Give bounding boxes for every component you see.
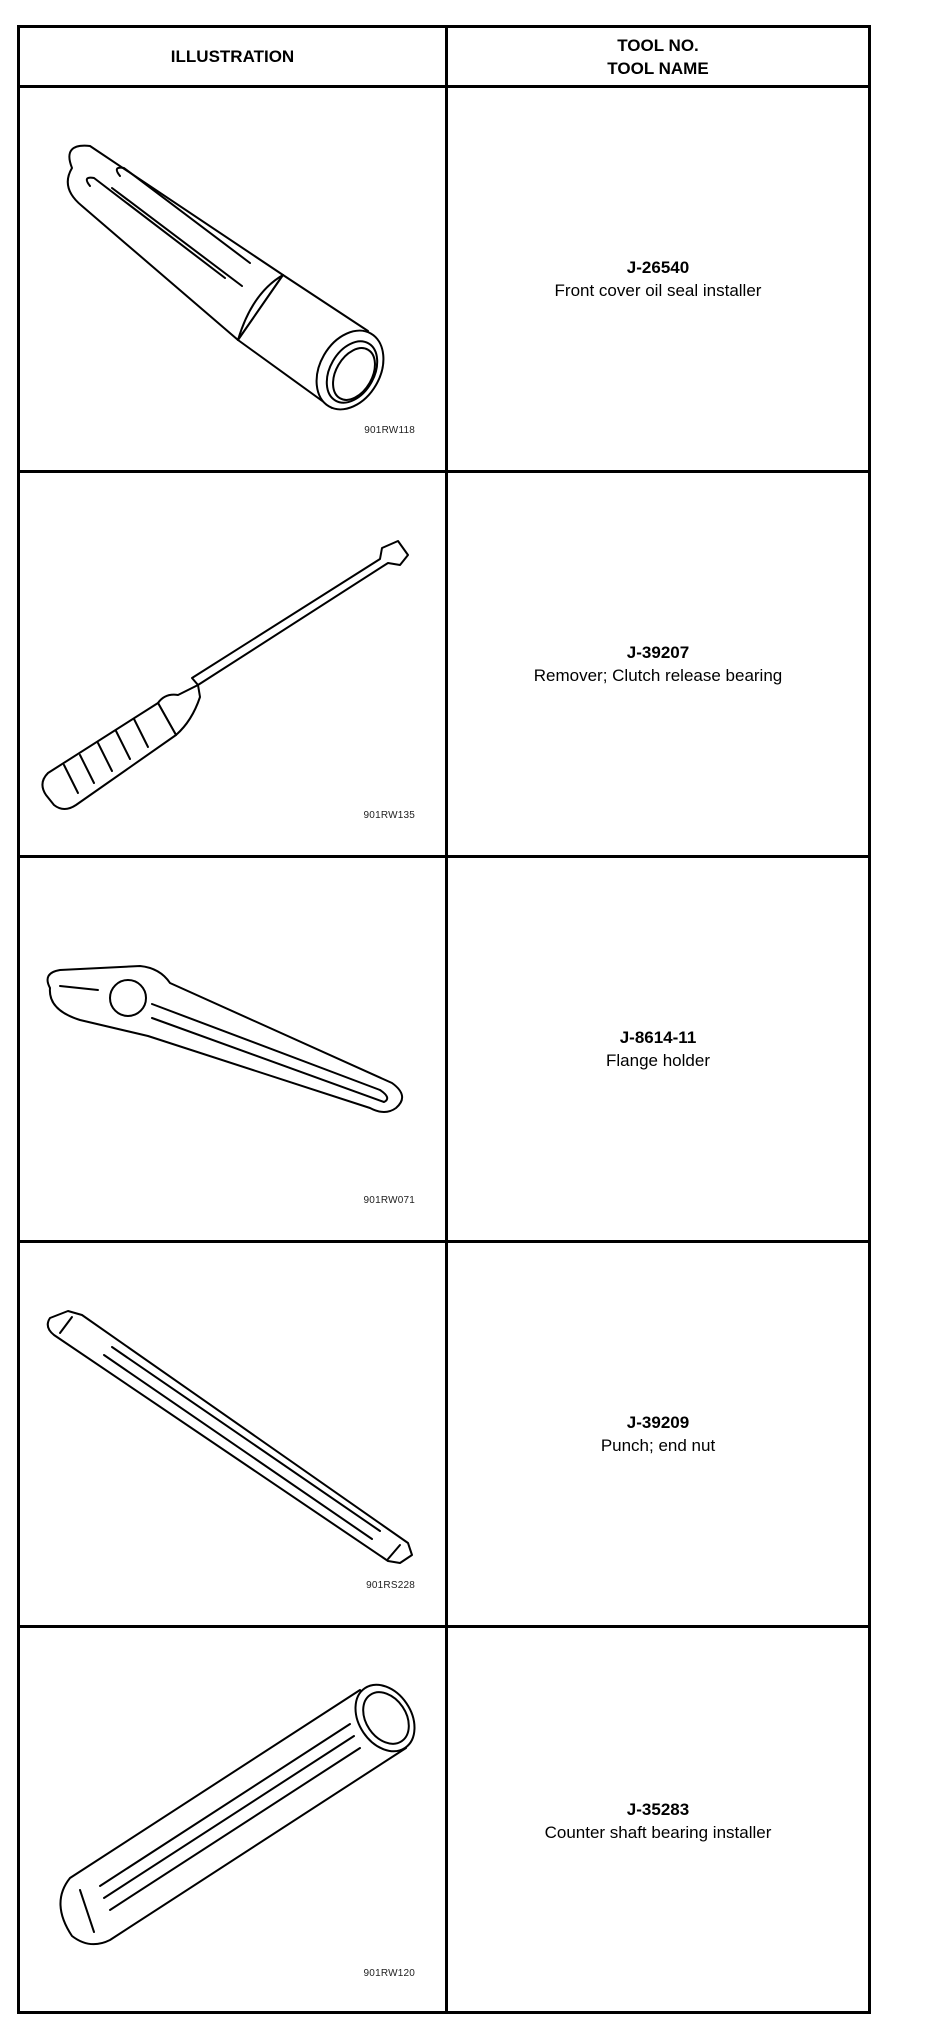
illustration-cell xyxy=(20,473,445,855)
tool-number: J-26540 xyxy=(626,258,690,277)
table-row xyxy=(20,858,868,1243)
tool-table xyxy=(17,25,871,2014)
flange-holder-icon xyxy=(20,858,445,1240)
tool-info-cell xyxy=(448,1243,868,1625)
tool-name: Counter shaft bearing installer xyxy=(544,1822,772,1842)
oil-seal-installer-icon xyxy=(20,88,445,470)
tool-number: J-35283 xyxy=(626,1799,690,1819)
tool-name: Front cover oil seal installer xyxy=(554,281,762,300)
figure-code: 901RW120 xyxy=(363,1968,415,1979)
illustration-cell xyxy=(20,1628,445,2013)
table-row xyxy=(20,473,868,858)
tool-number: J-39207 xyxy=(626,643,690,662)
header-tool-no-label: TOOL NO. xyxy=(617,35,699,55)
tool-info-cell xyxy=(448,88,868,470)
table-row xyxy=(20,1628,868,2013)
header-tool xyxy=(448,28,868,85)
tool-name: Flange holder xyxy=(606,1051,710,1070)
figure-code: 901RS228 xyxy=(366,1580,415,1591)
table-row xyxy=(20,88,868,473)
illustration-cell xyxy=(20,88,445,470)
figure-code: 901RW135 xyxy=(363,810,415,821)
clutch-bearing-remover-icon xyxy=(20,473,445,855)
figure-code: 901RW071 xyxy=(363,1195,415,1206)
table-header xyxy=(20,28,868,88)
tool-name: Remover; Clutch release bearing xyxy=(533,666,783,685)
table-row xyxy=(20,1243,868,1628)
header-tool-name-label: TOOL NAME xyxy=(607,58,709,78)
tool-number: J-39209 xyxy=(626,1413,690,1432)
tool-info-cell xyxy=(448,473,868,855)
tool-name: Punch; end nut xyxy=(600,1436,716,1455)
punch-icon xyxy=(20,1243,445,1625)
tool-info-cell xyxy=(448,858,868,1240)
header-illustration-label: ILLUSTRATION xyxy=(170,47,295,66)
header-illustration xyxy=(20,28,445,85)
tool-number: J-8614-11 xyxy=(619,1028,697,1047)
illustration-cell xyxy=(20,858,445,1240)
illustration-cell xyxy=(20,1243,445,1625)
figure-code: 901RW118 xyxy=(364,425,415,436)
bearing-installer-icon xyxy=(20,1628,445,2010)
tool-info-cell xyxy=(448,1628,868,2013)
